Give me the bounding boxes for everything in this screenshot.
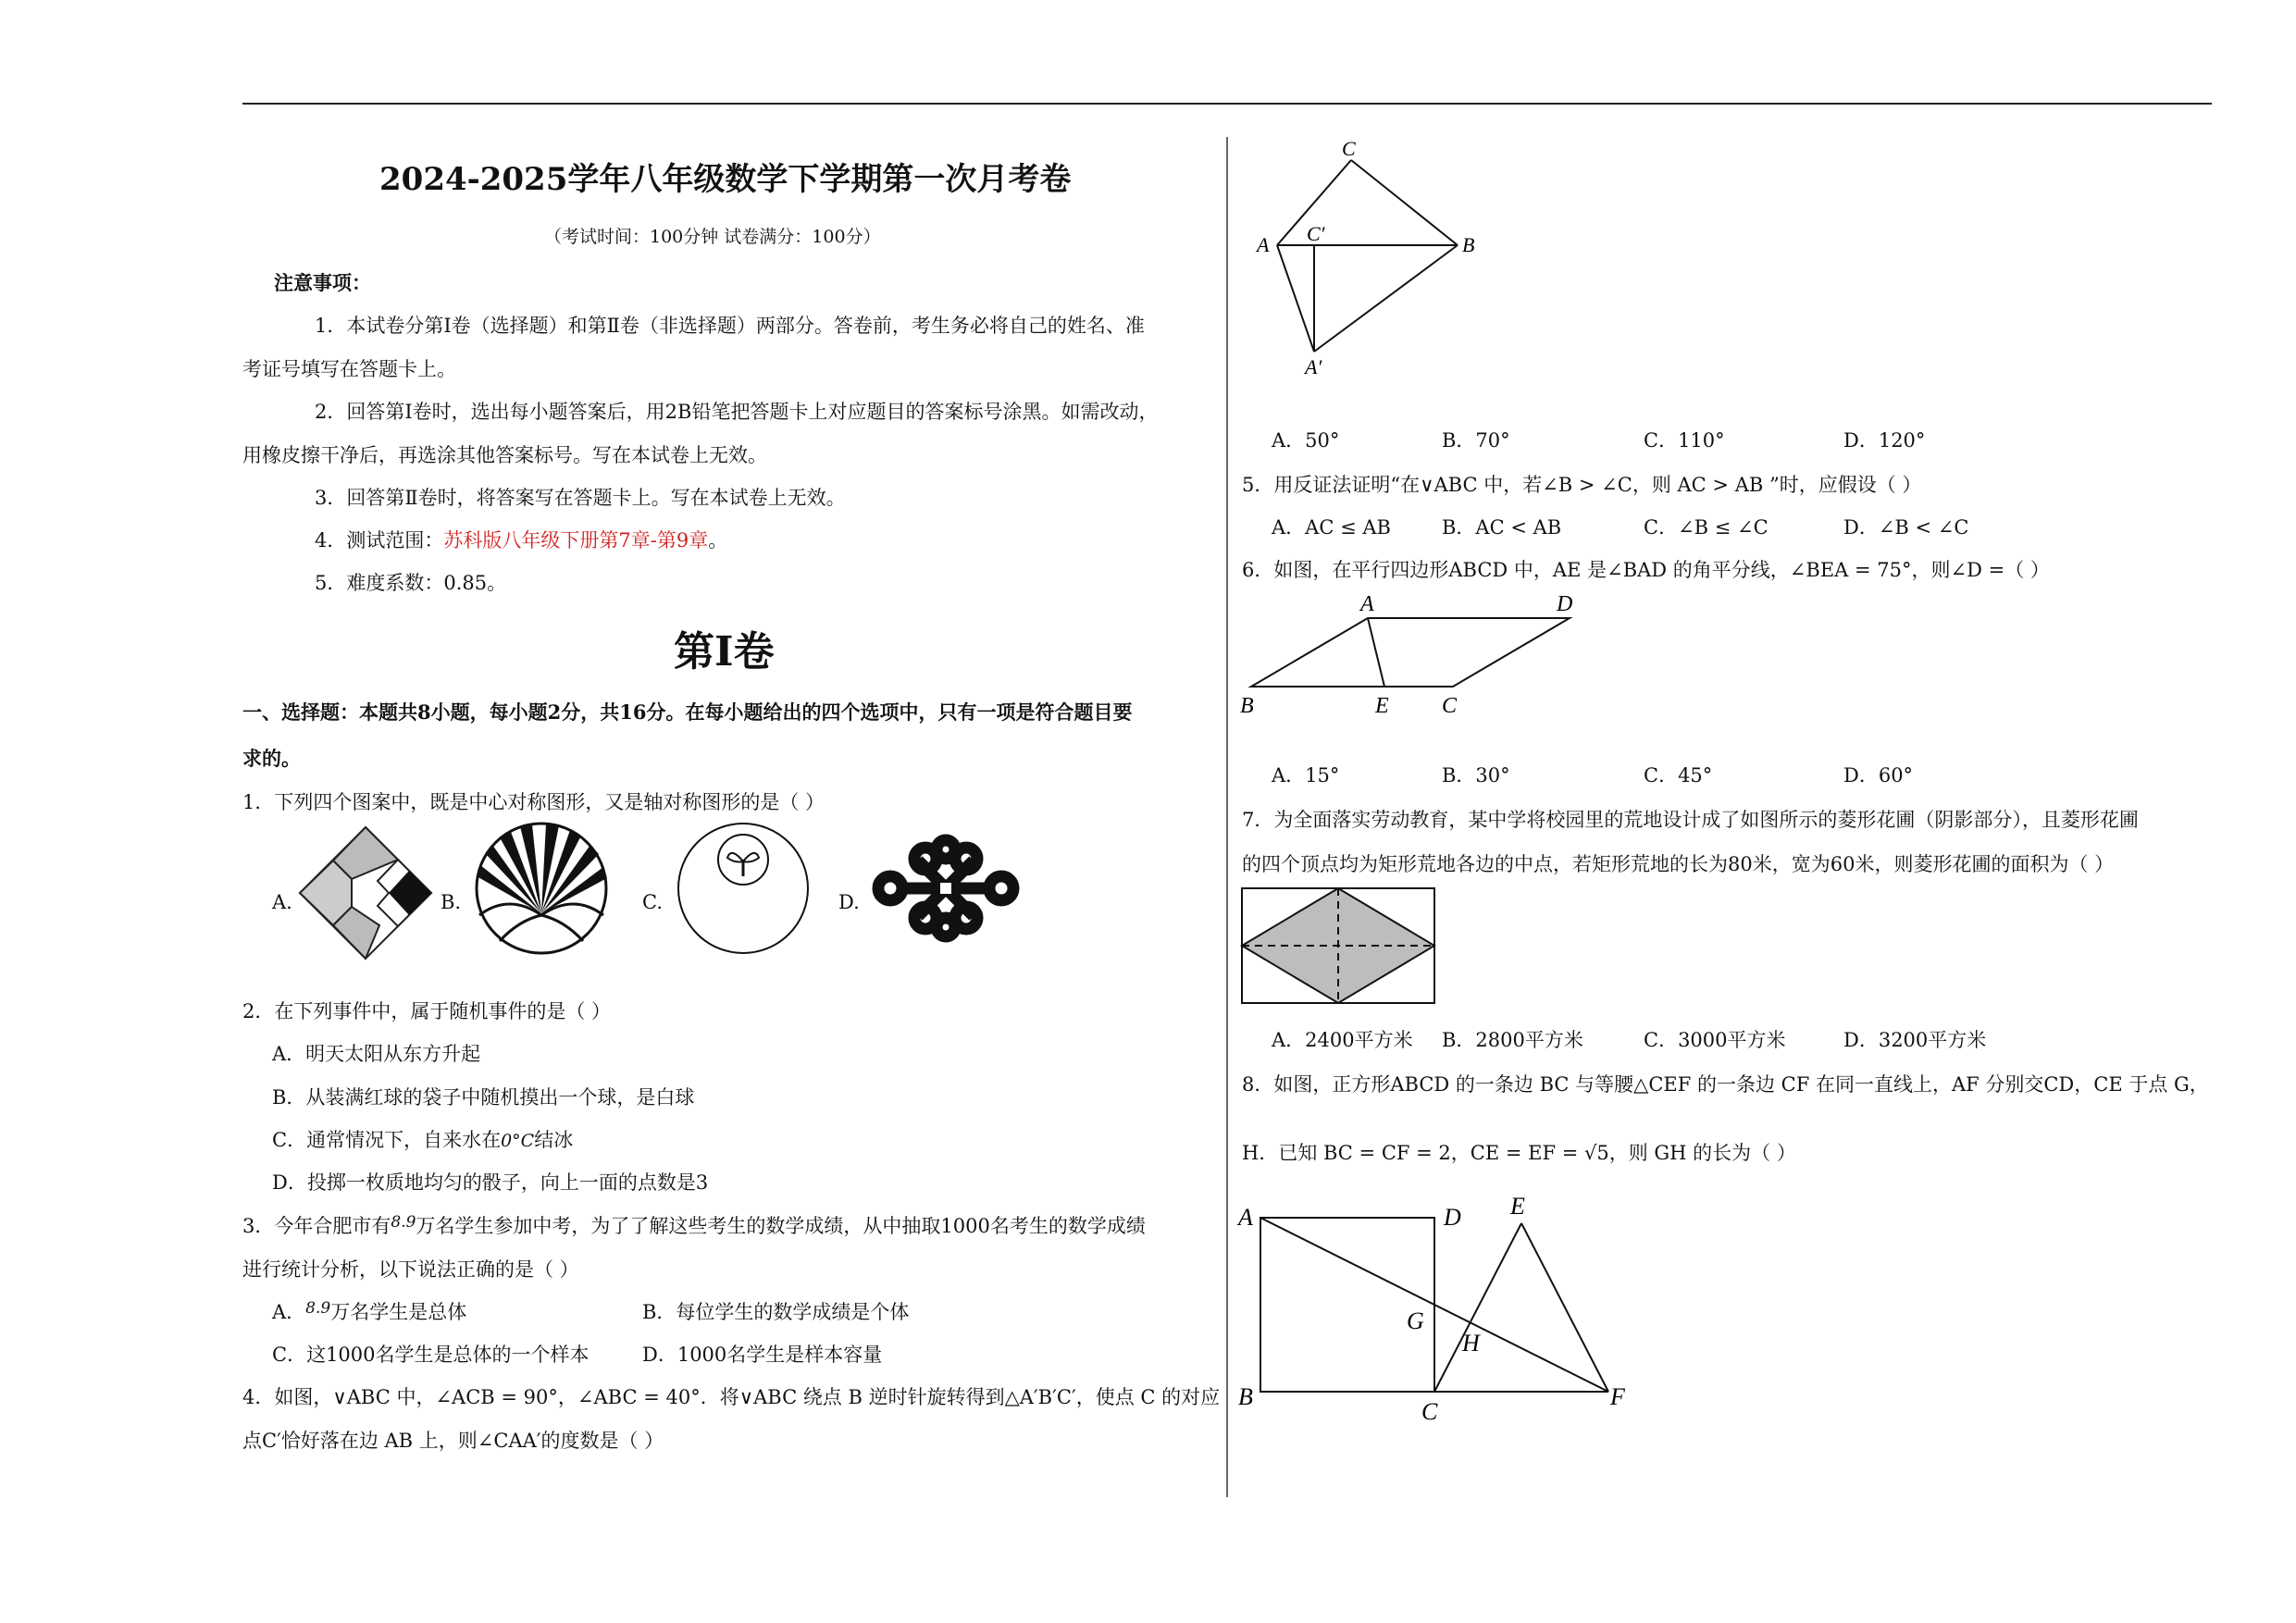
q5-option-c: C．∠B ≤ ∠C [1644, 516, 1769, 539]
q7-option-c: C．3000平方米 [1644, 1029, 1786, 1051]
q6-option-a: A．15° [1272, 764, 1340, 787]
q7-option-a: A．2400平方米 [1272, 1029, 1413, 1051]
q4-option-d: D．120° [1843, 429, 1926, 452]
q8-line-1: 8．如图，正方形ABCD 的一条边 BC 与等腰△CEF 的一条边 CF 在同一直线上，AF 分别交CD，CE 于点 G， [1242, 1073, 2209, 1096]
q8-label-b: B [1238, 1383, 1253, 1410]
q6-label-d: D [1557, 592, 1573, 616]
q4-option-a: A．50° [1272, 429, 1340, 452]
q1-option-b-label: B. [441, 891, 462, 913]
q4-line-2: 点C′恰好落在边 AB 上，则∠CAA′的度数是（ ） [242, 1430, 664, 1452]
q6-option-d: D．60° [1843, 764, 1914, 787]
q6-stem: 6．如图，在平行四边形ABCD 中，AE 是∠BAD 的角平分线，∠BEA = 75°，则∠D =（ ） [1242, 559, 2050, 581]
page-title: 2024-2025学年八年级数学下学期第一次月考卷 [379, 161, 1072, 198]
q1-option-d-label: D. [838, 891, 860, 913]
q3-option-a [272, 1297, 466, 1325]
note-2a: 2．回答第Ⅰ卷时，选出每小题答案后，用2B铅笔把答题卡上对应题目的答案标号涂黑。如需改动， [315, 401, 1159, 423]
q6-label-c: C [1442, 694, 1458, 718]
q7-line-1: 7．为全面落实劳动教育，某中学将校园里的荒地设计成了如图所示的菱形花圃（阴影部分），且菱形花圃 [1242, 809, 2139, 831]
q7-line-2: 的四个顶点均为矩形荒地各边的中点，若矩形荒地的长为80米，宽为60米，则菱形花圃的面积为（ ） [1242, 853, 2115, 875]
q4-option-c: C．110° [1644, 429, 1725, 452]
q1-figure-c [674, 819, 813, 958]
q3-l1-pre: 3．今年合肥市有 [242, 1215, 391, 1237]
q2-stem: 2．在下列事件中，属于随机事件的是（ ） [242, 1000, 612, 1022]
q7-option-d: D．3200平方米 [1843, 1029, 1987, 1051]
q8-label-g: G [1407, 1307, 1424, 1334]
q2-c-text-end: 结冰 [534, 1129, 574, 1151]
q3-a-post: 万名学生是总体 [330, 1301, 467, 1323]
q3-option-c: C．这1000名学生是总体的一个样本 [272, 1344, 590, 1366]
top-rule [242, 103, 2212, 105]
q8-line-2: H．已知 BC = CF = 2，CE = EF = √5，则 GH 的长为（ ） [1242, 1142, 1796, 1164]
q3-l1-post: 万名学生参加中考，为了了解这些考生的数学成绩，从中抽取1000名考生的数学成绩 [416, 1215, 1146, 1237]
notes-heading: 注意事项： [274, 271, 371, 294]
q3-a-pre: A． [272, 1301, 306, 1323]
q4-label-a-prime: A′ [1305, 355, 1322, 378]
part-heading: 第Ⅰ卷 [674, 628, 775, 675]
q8-figure [1231, 1184, 1657, 1434]
note-5: 5．难度系数：0.85。 [315, 572, 507, 594]
q4-label-b: B [1462, 233, 1475, 256]
exam-info: （考试时间：100分钟 试卷满分：100分） [544, 227, 881, 247]
q4-label-c-prime: C′ [1307, 222, 1325, 245]
note-2b: 用橡皮擦干净后，再选涂其他答案标号。写在本试卷上无效。 [242, 444, 767, 466]
q6-label-b: B [1240, 694, 1254, 718]
q1-figure-a [296, 824, 435, 962]
q5-option-b: B．AC < AB [1442, 516, 1562, 539]
q3-a-num: 8.9 [305, 1299, 331, 1318]
note-1a: 1．本试卷分第Ⅰ卷（选择题）和第Ⅱ卷（非选择题）两部分。答卷前，考生务必将自己的姓名、准 [315, 315, 1145, 337]
q8-label-h: H [1462, 1330, 1480, 1357]
q7-option-b: B．2800平方米 [1442, 1029, 1583, 1051]
q8-label-c: C [1421, 1398, 1438, 1425]
q6-label-a: A [1360, 592, 1374, 616]
q8-label-a: A [1238, 1204, 1253, 1231]
q5-stem: 5．用反证法证明“在∨ABC 中，若∠B > ∠C，则 AC > AB ”时，应假设（ ） [1242, 474, 1922, 496]
q3-line-1 [242, 1211, 1146, 1239]
q4-option-b: B．70° [1442, 429, 1510, 452]
q1-option-a-label: A. [272, 891, 292, 913]
q6-option-c: C．45° [1644, 764, 1713, 787]
note-3: 3．回答第Ⅱ卷时，将答案写在答题卡上。写在本试卷上无效。 [315, 487, 846, 509]
q6-option-b: B．30° [1442, 764, 1510, 787]
q5-option-d: D．∠B < ∠C [1843, 516, 1969, 539]
note-4-prefix: 4．测试范围： [315, 529, 444, 551]
q1-option-c-label: C. [642, 891, 663, 913]
q2-c-text: C．通常情况下，自来水在 [272, 1129, 502, 1151]
section-heading-1: 一、选择题：本题共8小题，每小题2分，共16分。在每小题给出的四个选项中，只有一项是符合题目要 [242, 700, 1133, 724]
q2-c-temp: 0°C [501, 1131, 535, 1151]
q8-label-e: E [1510, 1193, 1525, 1220]
q4-line-1: 4．如图，∨ABC 中，∠ACB = 90°，∠ABC = 40°．将∨ABC 绕点 B 逆时针旋转得到△A′B′C′，使点 C 的对应 [242, 1386, 1221, 1408]
note-4 [315, 526, 727, 553]
section-heading-2: 求的。 [242, 747, 301, 770]
q4-figure [1249, 137, 1499, 387]
q3-line-2: 进行统计分析，以下说法正确的是（ ） [242, 1258, 579, 1281]
q3-l1-num: 8.9 [391, 1213, 416, 1232]
note-1b: 考证号填写在答题卡上。 [242, 358, 456, 380]
q8-label-d: D [1444, 1204, 1461, 1231]
q2-option-a: A．明天太阳从东方升起 [272, 1043, 481, 1065]
q6-figure [1231, 583, 1601, 722]
column-divider [1226, 137, 1228, 1497]
q3-option-b: B．每位学生的数学成绩是个体 [642, 1301, 910, 1323]
q2-option-d: D．投掷一枚质地均匀的骰子，向上一面的点数是3 [272, 1171, 709, 1194]
q2-option-b: B．从装满红球的袋子中随机摸出一个球，是白球 [272, 1086, 695, 1109]
q7-figure [1240, 886, 1444, 1007]
q3-option-d: D．1000名学生是样本容量 [642, 1344, 883, 1366]
q6-label-e: E [1375, 694, 1389, 718]
q4-label-c: C [1342, 137, 1356, 160]
q8-label-f: F [1610, 1383, 1625, 1410]
q2-option-c [272, 1125, 573, 1153]
q1-stem: 1．下列四个图案中，既是中心对称图形，又是轴对称图形的是（ ） [242, 791, 825, 813]
q1-figure-d [872, 833, 1020, 944]
q1-figure-b [472, 819, 611, 958]
q4-label-a: A [1257, 233, 1270, 256]
note-4-suffix: 。 [708, 529, 728, 551]
q5-option-a: A．AC ≤ AB [1272, 516, 1391, 539]
test-range: 苏科版八年级下册第7章-第9章 [443, 529, 709, 551]
